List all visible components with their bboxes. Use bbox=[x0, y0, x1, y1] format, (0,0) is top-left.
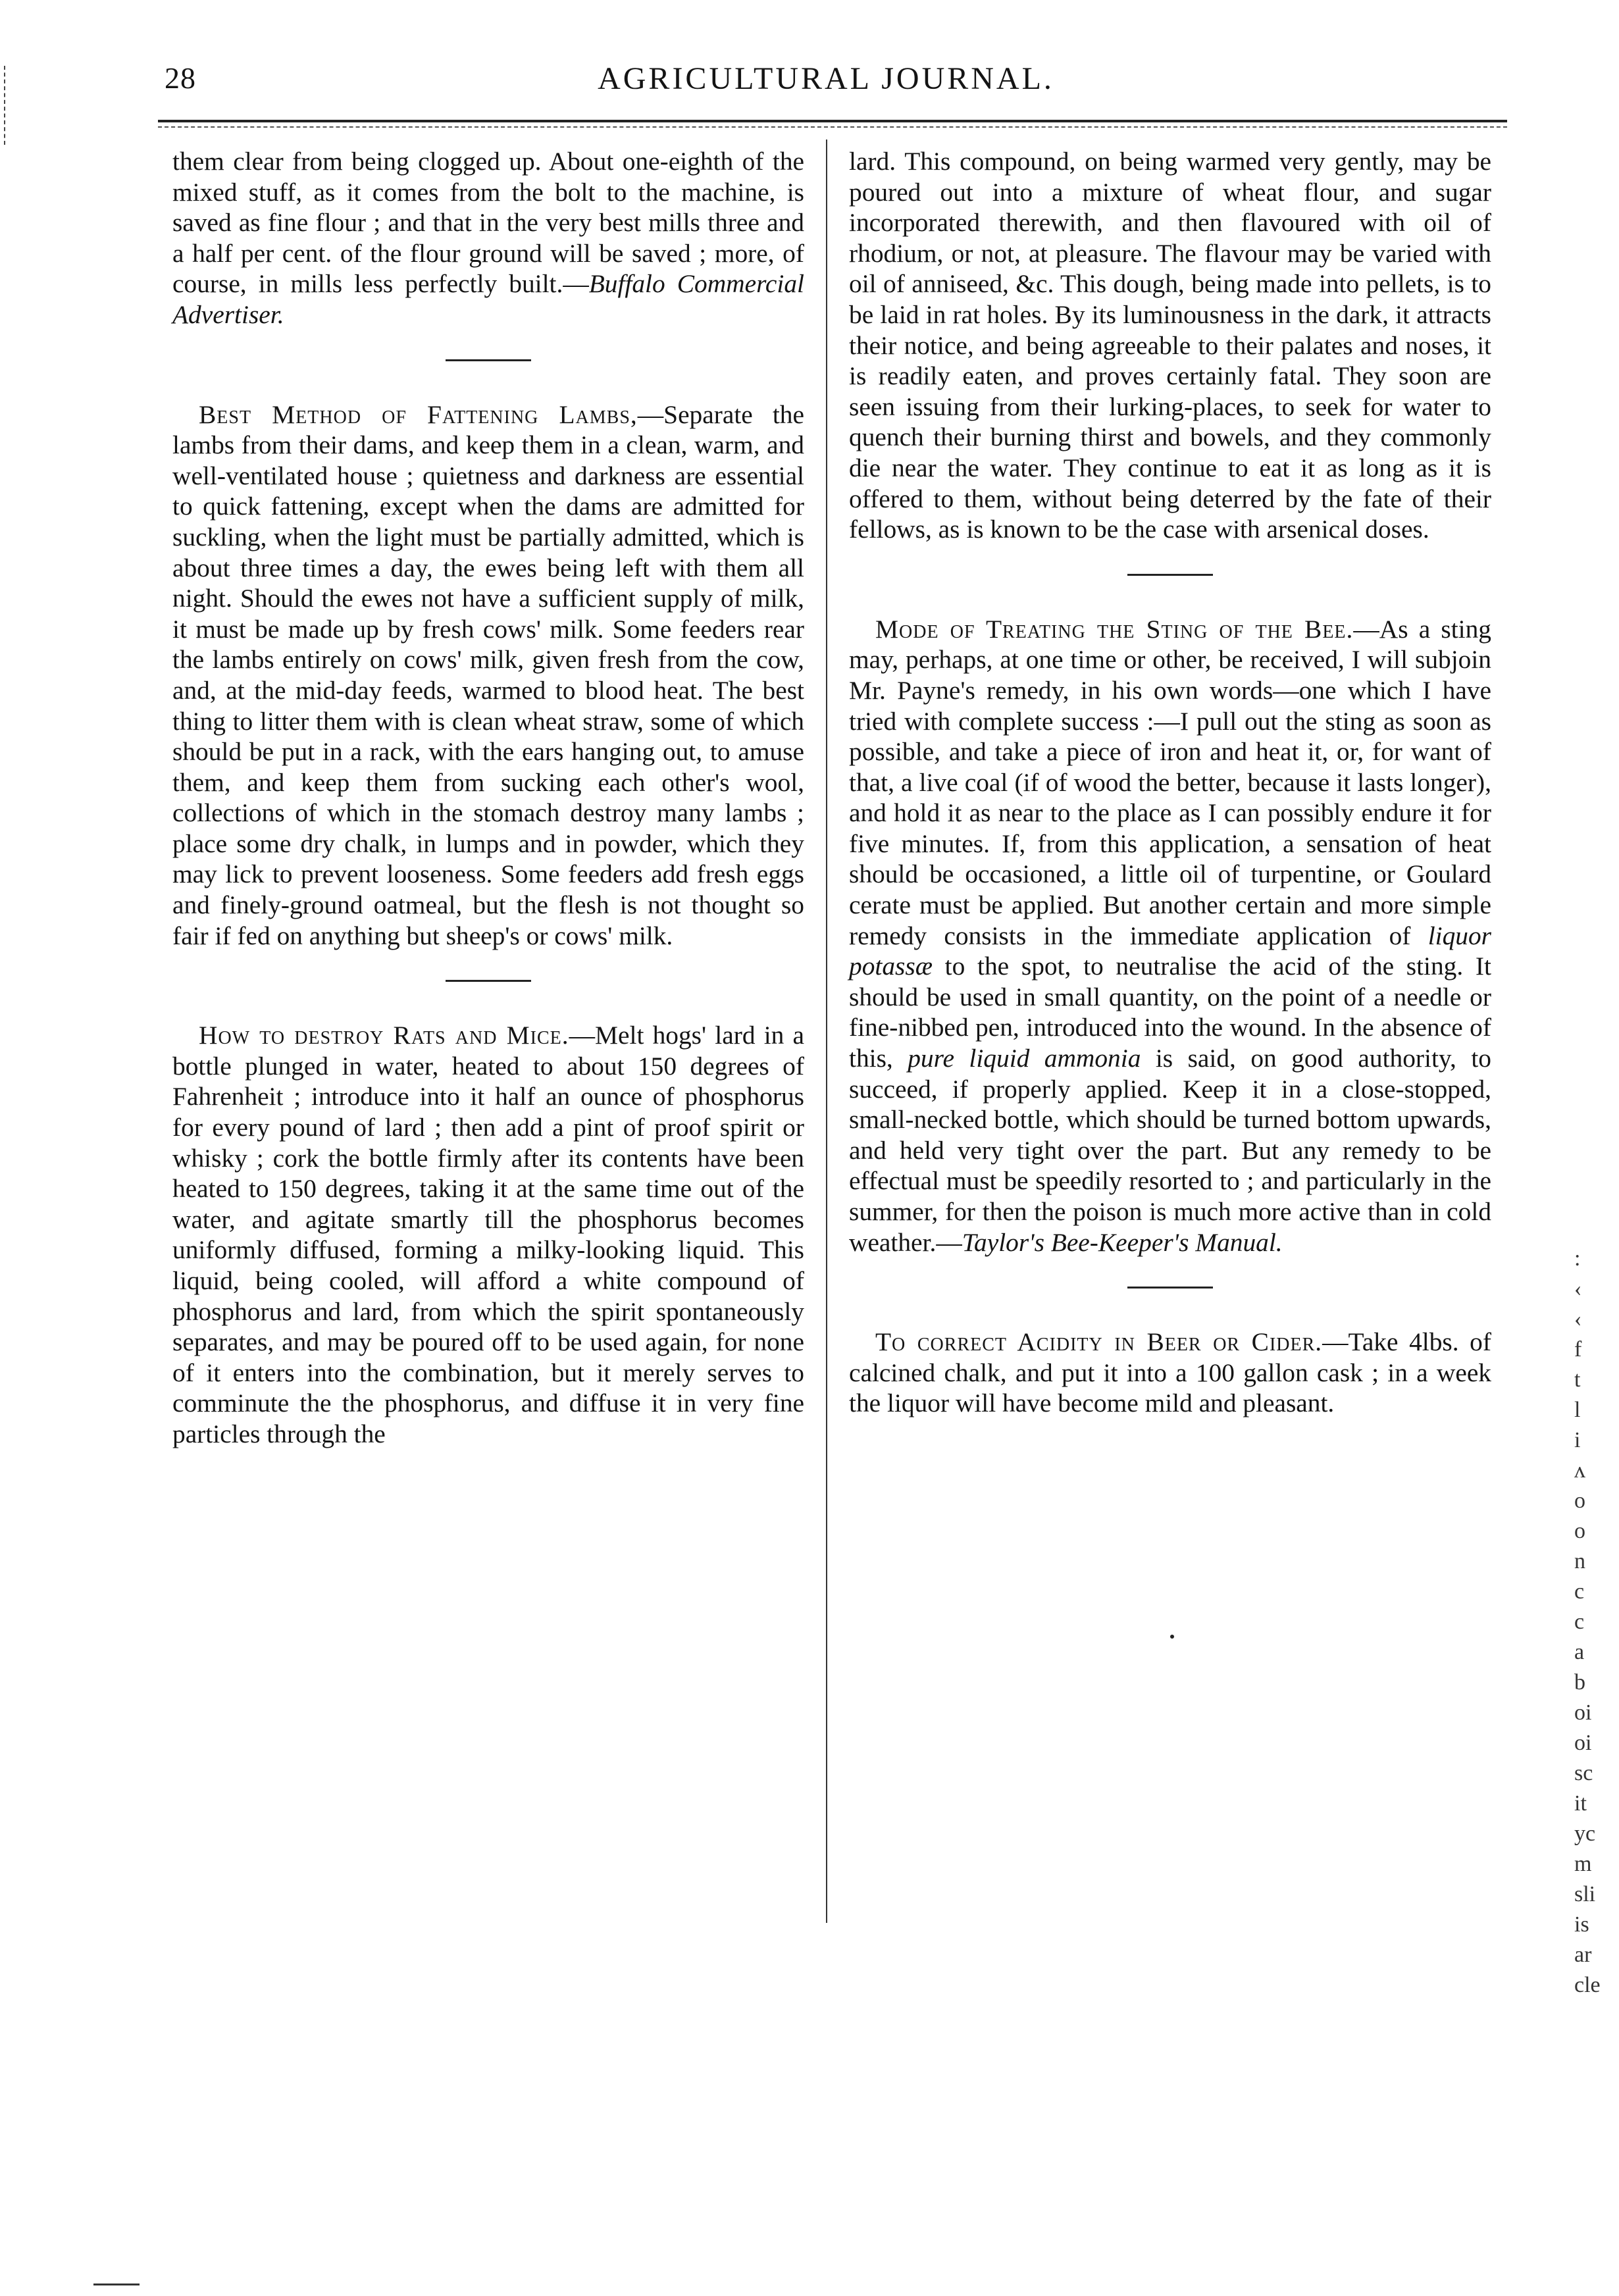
article-body: —Melt hogs' lard in a bottle plunged in water, heated to about 150 degrees of Fahrenheit ; introduce into it half an ounce of phosphorus for every pound of lard ; then add a pint of proof spirit or whisky ; cork the bottle firmly after its contents have been heated to 150 degrees, taking it at the same time out of the water, and agitate smartly till the phosphorus becomes uniformly diffused, forming a milky-looking liquid. This liquid, being cooled, will afford a white compound of phosphorus and lard, from which the spirit spontaneously separates, and may be poured off to be used again, for none of it enters into the combination, but it merely serves to comminute the the phosphorus, and diffuse it in very fine particles through the bbox=[172, 1021, 804, 1448]
header-rule-dashed bbox=[158, 126, 1507, 128]
article-heading: Best Method of Fattening Lambs, bbox=[199, 399, 638, 429]
bleed-fragment: n bbox=[1574, 1549, 1585, 1573]
bleed-fragment: sc bbox=[1574, 1761, 1593, 1785]
bleed-fragment: cle bbox=[1574, 1973, 1601, 1997]
bleed-fragment: f bbox=[1574, 1337, 1582, 1362]
bleed-fragment: ‹ bbox=[1574, 1307, 1582, 1331]
running-title: AGRICULTURAL JOURNAL. bbox=[598, 61, 1054, 96]
binding-edge-marks bbox=[4, 66, 8, 145]
bleed-fragment: l bbox=[1574, 1398, 1581, 1422]
bleed-fragment: t bbox=[1574, 1367, 1581, 1392]
article-bee-sting bbox=[849, 614, 1491, 1258]
bleed-fragment: o bbox=[1574, 1489, 1585, 1513]
bleed-fragment: sli bbox=[1574, 1882, 1596, 1906]
article-term: liquor potassæ bbox=[849, 921, 1491, 981]
article-body-part: to the spot, to neutralise the acid of the sting. It should be used in small quantity, on the point of a needle or fine-nibbed pen, introduced into the wound. In the absence of this, bbox=[849, 952, 1491, 1073]
bleed-fragment: oi bbox=[1574, 1731, 1592, 1755]
article-heading: How to destroy Rats and Mice. bbox=[199, 1021, 569, 1050]
bleed-fragment: c bbox=[1574, 1610, 1585, 1634]
column-divider bbox=[826, 140, 827, 1923]
bleed-fragment: m bbox=[1574, 1852, 1592, 1876]
bleed-fragment: ar bbox=[1574, 1943, 1592, 1967]
article-heading: To correct Acidity in Beer or Cider. bbox=[875, 1327, 1323, 1357]
right-column bbox=[849, 146, 1491, 1419]
page-number: 28 bbox=[165, 61, 196, 95]
article-beer-cider bbox=[849, 1327, 1491, 1419]
article-term: pure liquid ammonia bbox=[908, 1044, 1141, 1073]
bleed-fragment: o bbox=[1574, 1519, 1585, 1543]
bleed-fragment: is bbox=[1574, 1912, 1589, 1937]
section-separator bbox=[446, 359, 531, 361]
bleed-fragment: ʌ bbox=[1574, 1458, 1585, 1483]
article-source: Taylor's Bee-Keeper's Manual. bbox=[962, 1227, 1283, 1257]
bleed-fragment: : bbox=[1574, 1246, 1581, 1271]
bleed-fragment: yc bbox=[1574, 1822, 1596, 1846]
bottom-rule-mark bbox=[93, 2283, 140, 2285]
continued-article-text: them clear from being clogged up. About one-eighth of the mixed stuff, as it comes from the bolt to the machine, is saved as fine flour ; and that in the very best mills three and a half per cent. of the flour ground will be saved ; more, of course, in mills less perfectly built.— bbox=[172, 147, 804, 299]
section-separator bbox=[446, 980, 531, 982]
article-body: —Separate the lambs from their dams, and keep them in a clean, warm, and well-ventilated house ; quietness and darkness are essential to quick fattening, except when the dams are admitted for suckling, when the light must be partially admitted, which is about three times a day, the ewes being left with them all night. Should the ewes not have a sufficient supply of milk, it must be made up by fresh cows' milk. Some feeders rear the lambs entirely on cows' milk, given fresh from the cow, and, at the mid-day feeds, warmed to blood heat. The best thing to litter them with is clean wheat straw, some of which should be put in a rack, with the ears hanging out, to amuse them, and keep them from sucking each other's wool, collections of which in the stomach destroy many lambs ; place some dry chalk, in lumps and in powder, which they may lick to prevent looseness. Some feeders add fresh eggs and finely-ground oatmeal, but the flesh is not thought so fair if fed on anything but sheep's or cows' milk. bbox=[172, 399, 804, 950]
section-separator bbox=[1127, 574, 1213, 576]
header-rule bbox=[158, 120, 1507, 122]
bleed-fragment: b bbox=[1574, 1670, 1585, 1695]
article-heading: Mode of Treating the Sting of the Bee. bbox=[875, 614, 1354, 644]
article-rats-mice bbox=[172, 1020, 804, 1449]
article-fattening-lambs bbox=[172, 399, 804, 952]
bleed-fragment: ‹ bbox=[1574, 1277, 1582, 1301]
article-body: —Take 4lbs. of calcined chalk, and put it into a 100 gallon cask ; in a week the liquor will have become mild and pleasant. bbox=[849, 1327, 1491, 1418]
article-source: Buffalo Commercial Advertiser. bbox=[172, 269, 804, 329]
article-body-part: is said, on good authority, to succeed, if properly applied. Keep it in a close-stopped, small-necked bottle, which should be turned bottom upwards, and held very tight over the part. But any remedy to be effectual must be speedily resorted to ; and particularly in the summer, for then the poison is much more active than in cold weather.— bbox=[849, 1044, 1491, 1257]
bleed-fragment: a bbox=[1574, 1640, 1585, 1664]
page-header bbox=[165, 61, 1487, 107]
bleed-fragment: i bbox=[1574, 1428, 1581, 1452]
ink-speck bbox=[1170, 1635, 1174, 1639]
bleed-fragment: it bbox=[1574, 1791, 1587, 1816]
facing-page-bleed bbox=[1574, 1244, 1614, 2001]
bleed-fragment: oi bbox=[1574, 1700, 1592, 1725]
continued-article bbox=[172, 146, 804, 330]
article-body-part: —As a sting may, perhaps, at one time or other, be received, I will subjoin Mr. Payne's remedy, in his own words—one which I have tried with complete success :—I pull out the sting as soon as possible, and take a piece of iron and heat it, or, for want of that, a live coal (if of wood the better, because it lasts longer), and hold it as near to the place as I can possibly endure it for five minutes. If, from this application, a sensation of heat should be occasioned, a little oil of turpentine, or Goulard cerate must be applied. But another certain and more simple remedy consists in the immediate application of bbox=[849, 614, 1491, 950]
left-column bbox=[172, 146, 804, 1450]
article-rats-mice-continued: lard. This compound, on being warmed very gently, may be poured out into a mixture of wheat flour, and sugar incorporated therewith, and then flavoured with oil of rhodium, or not, at pleasure. The flavour may be varied with oil of anniseed, &c. This dough, being made into pellets, is to be laid in rat holes. By its luminousness in the dark, it attracts their notice, and being agreeable to their palates and noses, it is readily eaten, and proves certainly fatal. They soon are seen issuing from their lurking-places, to seek for water to quench their burning thirst and bowels, and they commonly die near the water. They continue to eat it as long as it is offered to them, without being deterred by the fate of their fellows, as is known to be the case with arsenical doses. bbox=[849, 147, 1491, 544]
bleed-fragment: c bbox=[1574, 1579, 1585, 1604]
section-separator bbox=[1127, 1287, 1213, 1288]
